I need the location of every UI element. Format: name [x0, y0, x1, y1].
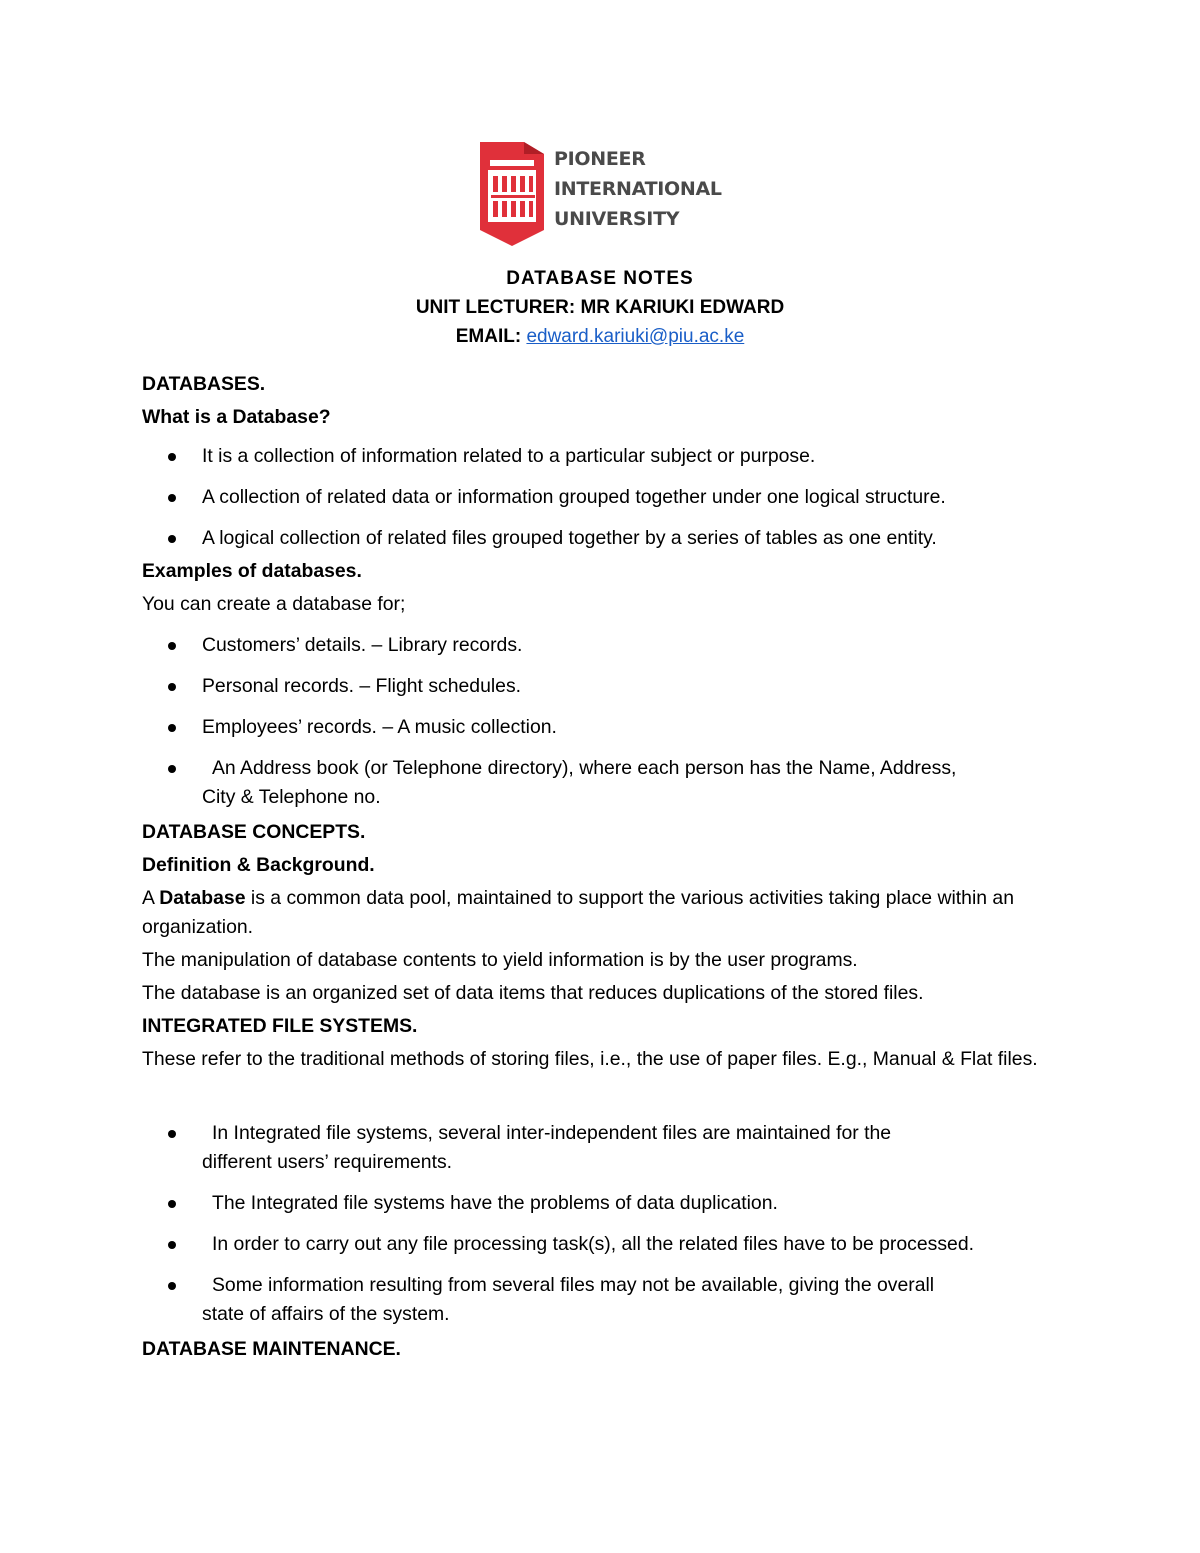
integrated-list — [142, 1119, 1072, 1329]
examples-list — [142, 631, 1072, 812]
document-body — [142, 370, 1072, 1364]
list-item — [142, 754, 1072, 812]
document-title: DATABASE NOTES — [506, 268, 694, 289]
lecturer-line: UNIT LECTURER: MR KARIUKI EDWARD — [415, 297, 785, 318]
heading-databases: DATABASES. — [142, 373, 266, 395]
list-item-line: An Address book (or Telephone directory), where each person has the Name, Address, — [212, 757, 957, 779]
email-label: EMAIL: — [455, 326, 522, 347]
heading-what-is: What is a Database? — [142, 406, 331, 428]
list-item: A logical collection of related files grouped together by a series of tables as one entity. — [142, 524, 1072, 553]
list-item: The Integrated file systems have the problems of data duplication. — [142, 1189, 1072, 1218]
list-item-line: state of affairs of the system. — [202, 1303, 450, 1325]
manipulation-paragraph: The manipulation of database contents to yield information is by the user programs. — [142, 949, 858, 971]
heading-definition: Definition & Background. — [142, 854, 375, 876]
list-item: Employees’ records. – A music collection. — [142, 713, 1072, 742]
heading-maintenance: DATABASE MAINTENANCE. — [142, 1338, 401, 1360]
list-item: Personal records. – Flight schedules. — [142, 672, 1072, 701]
list-item: A collection of related data or information grouped together under one logical structure. — [142, 483, 1072, 512]
logo-line-2: INTERNATIONAL — [554, 178, 722, 200]
university-logo — [478, 140, 738, 250]
what-is-list — [142, 442, 1072, 553]
email-link[interactable]: edward.kariuki@piu.ac.ke — [526, 326, 745, 347]
integrated-intro: These refer to the traditional methods of storing files, i.e., the use of paper files. E.g., Manual & Flat files. — [142, 1048, 1038, 1070]
logo-wordmark — [554, 144, 722, 234]
definition-paragraph — [142, 884, 1072, 942]
university-shield-icon — [478, 140, 546, 248]
list-item: In order to carry out any file processing task(s), all the related files have to be processed. — [142, 1230, 1072, 1259]
heading-concepts: DATABASE CONCEPTS. — [142, 821, 366, 843]
list-item-line: different users’ requirements. — [202, 1151, 453, 1173]
organized-paragraph: The database is an organized set of data items that reduces duplications of the stored files. — [142, 982, 924, 1004]
list-item — [142, 1119, 1072, 1177]
heading-integrated: INTEGRATED FILE SYSTEMS. — [142, 1015, 418, 1037]
list-item — [142, 1271, 1072, 1329]
logo-line-3: UNIVERSITY — [554, 208, 680, 230]
list-item-line: In Integrated file systems, several inter-independent files are maintained for the — [212, 1122, 892, 1144]
list-item: Customers’ details. – Library records. — [142, 631, 1072, 660]
definition-prefix: A — [142, 887, 160, 909]
list-item: It is a collection of information related to a particular subject or purpose. — [142, 442, 1072, 471]
document-header — [0, 264, 1200, 351]
heading-examples: Examples of databases. — [142, 560, 362, 582]
list-item-line: City & Telephone no. — [202, 786, 381, 808]
definition-text: is a common data pool, maintained to support the various activities taking place within an organization. — [142, 887, 1015, 938]
list-item-line: Some information resulting from several files may not be available, giving the overall — [212, 1274, 935, 1296]
email-line — [0, 322, 1200, 351]
examples-intro: You can create a database for; — [142, 593, 406, 615]
logo-line-1: PIONEER — [554, 148, 646, 170]
definition-term: Database — [159, 887, 246, 909]
